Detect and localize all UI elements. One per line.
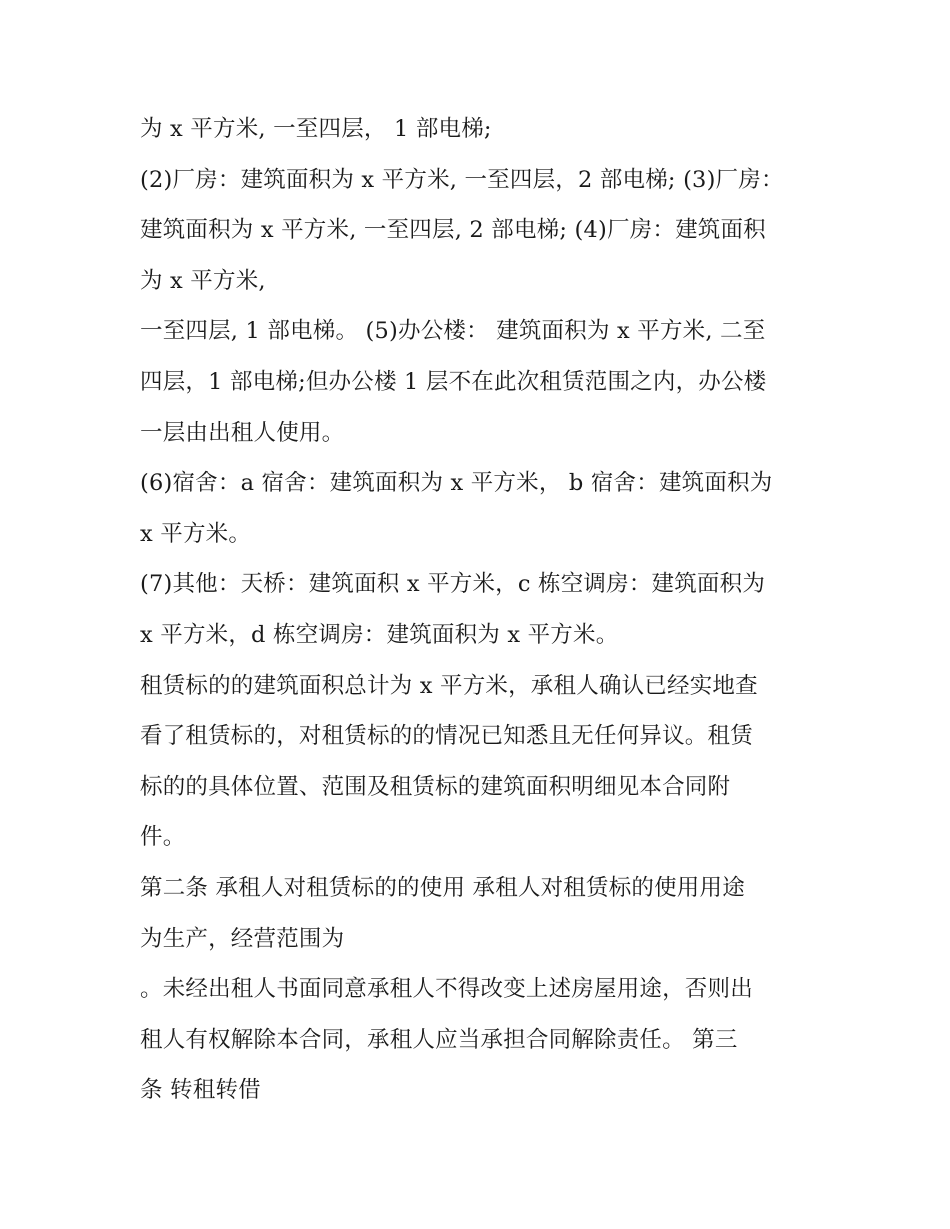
text-line: 租人有权解除本合同，承租人应当承担合同解除责任。 第三 <box>140 1026 738 1053</box>
text-line: (6)宿舍：a 宿舍：建筑面积为 x 平方米， b 宿舍：建筑面积为 <box>140 470 773 497</box>
text-line: 为 x 平方米, <box>140 267 266 294</box>
text-line: x 平方米，d 栋空调房：建筑面积为 x 平方米。 <box>140 621 619 648</box>
text-line: x 平方米。 <box>140 520 252 547</box>
text-line: 建筑面积为 x 平方米, 一至四层, 2 部电梯; (4)厂房：建筑面积 <box>140 217 766 244</box>
text-line: 条 转租转借 <box>140 1077 261 1104</box>
text-line: 。未经出租人书面同意承租人不得改变上述房屋用途，否则出 <box>140 976 753 1003</box>
document-body <box>140 104 820 1116</box>
text-line: (2)厂房：建筑面积为 x 平方米, 一至四层，2 部电梯; (3)厂房： <box>140 166 784 193</box>
text-line: 标的的具体位置、范围及租赁标的建筑面积明细见本合同附 <box>140 773 731 800</box>
text-line: 一至四层, 1 部电梯。 (5)办公楼： 建筑面积为 x 平方米, 二至 <box>140 318 766 345</box>
text-line: 租赁标的的建筑面积总计为 x 平方米，承租人确认已经实地查 <box>140 672 758 699</box>
text-line: 第二条 承租人对租赁标的的使用 承租人对租赁标的使用用途 <box>140 874 745 901</box>
text-line: (7)其他：天桥：建筑面积 x 平方米，c 栋空调房：建筑面积为 <box>140 571 766 598</box>
text-line: 为生产，经营范围为 <box>140 925 345 952</box>
text-line: 件。 <box>140 824 186 851</box>
text-line: 一层由出租人使用。 <box>140 419 345 446</box>
text-line: 四层，1 部电梯;但办公楼 1 层不在此次租赁范围之内，办公楼 <box>140 368 767 395</box>
text-line: 看了租赁标的，对租赁标的的情况已知悉且无任何异议。租赁 <box>140 723 753 750</box>
text-line: 为 x 平方米, 一至四层， 1 部电梯; <box>140 116 492 142</box>
